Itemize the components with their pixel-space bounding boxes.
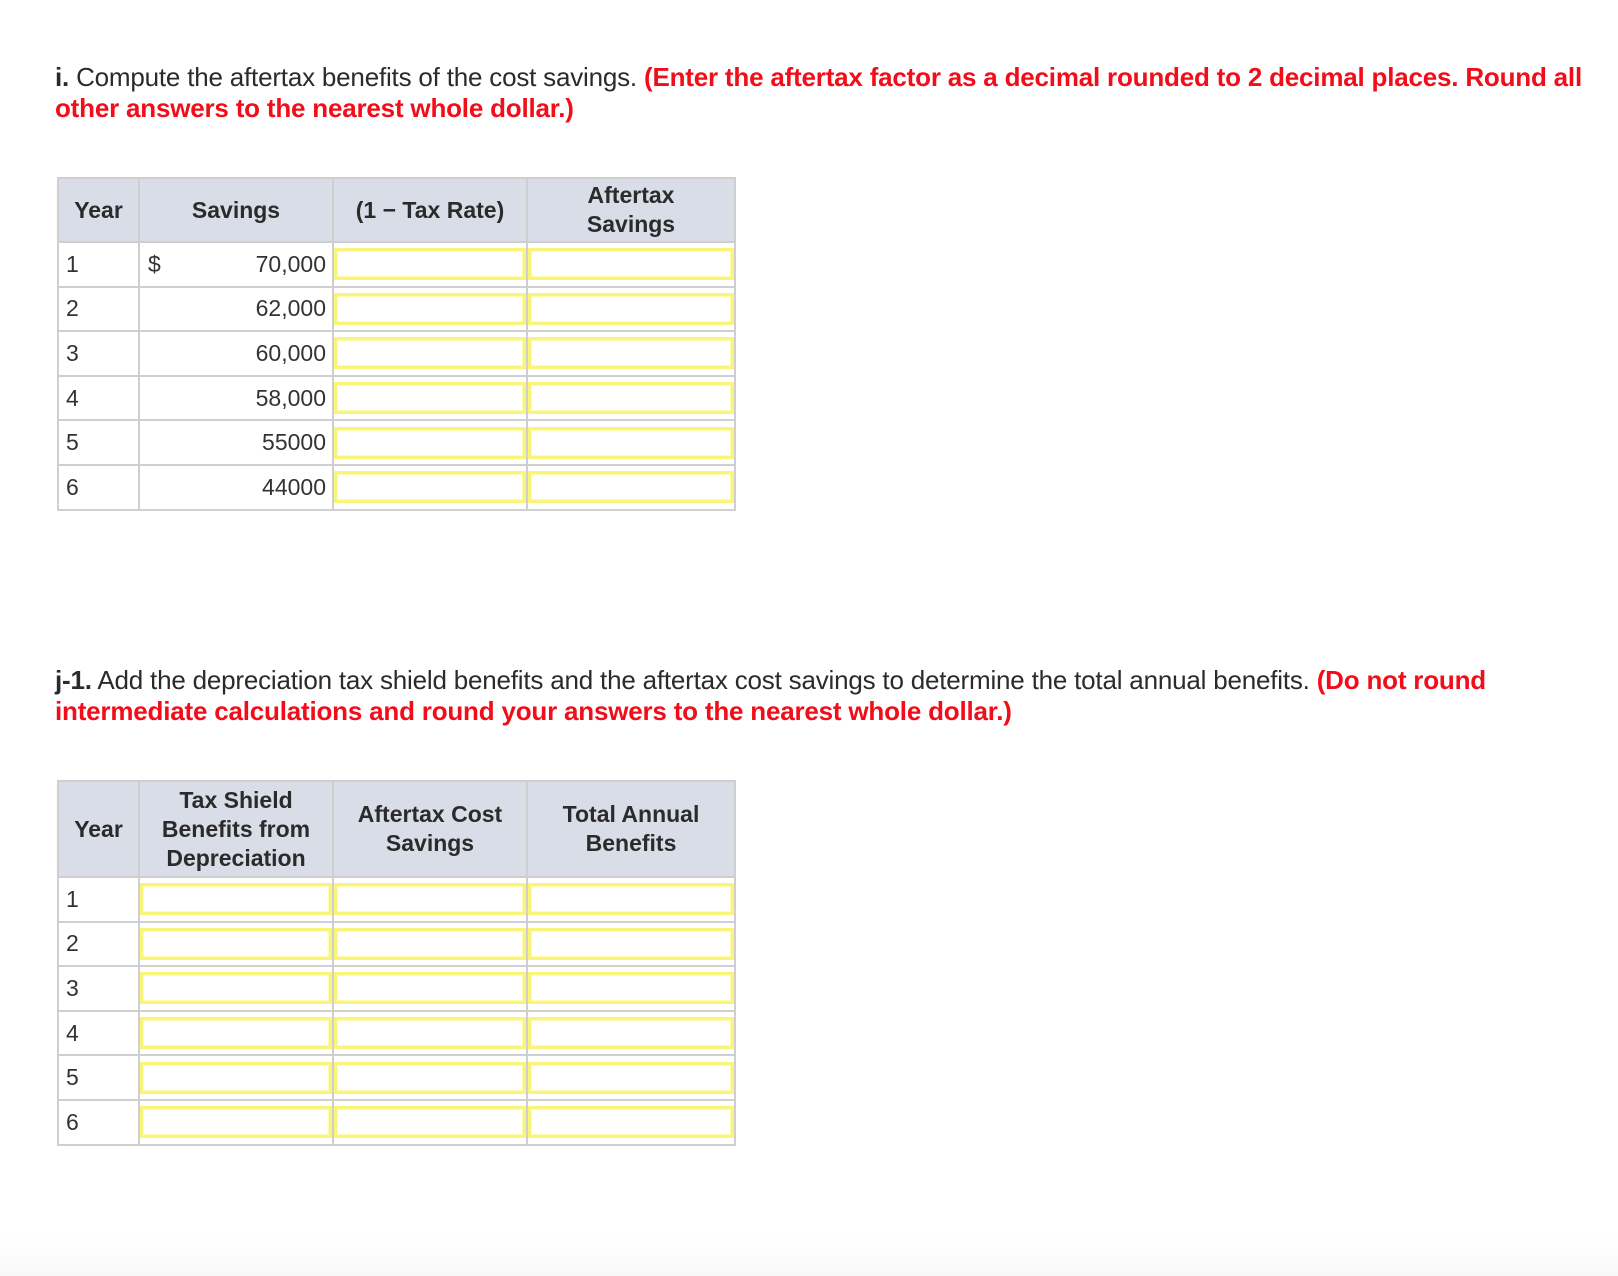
- page-bottom-fade: [0, 1236, 1618, 1276]
- part-j1-text: Add the depreciation tax shield benefits and the aftertax cost savings to determine the total annual benefits.: [91, 665, 1317, 695]
- table-row: [58, 966, 735, 1011]
- year-cell: 3: [58, 966, 139, 1011]
- table-row: [58, 1011, 735, 1056]
- header-year: Year: [58, 178, 139, 242]
- tax-factor-input-6[interactable]: [334, 471, 526, 503]
- year-cell: 5: [58, 420, 139, 465]
- table-row: [58, 1055, 735, 1100]
- total-benefits-input-2[interactable]: [528, 928, 734, 960]
- table-row: [58, 287, 735, 332]
- tax-factor-input-4[interactable]: [334, 382, 526, 414]
- year-cell: 5: [58, 1055, 139, 1100]
- tax-shield-input-6[interactable]: [140, 1106, 332, 1138]
- table-header-row: [58, 781, 735, 877]
- year-cell: 4: [58, 1011, 139, 1056]
- header-aftertax-savings: Aftertax Savings: [527, 178, 735, 242]
- savings-cell: 55000: [139, 420, 333, 465]
- tax-shield-input-4[interactable]: [140, 1017, 332, 1049]
- part-i-label: i.: [55, 62, 70, 92]
- savings-cell: 44000: [139, 465, 333, 510]
- savings-cell: $ 70,000: [139, 242, 333, 287]
- header-savings: Savings: [139, 178, 333, 242]
- aftertax-savings-input-5[interactable]: [528, 427, 734, 459]
- year-cell: 1: [58, 877, 139, 922]
- tax-factor-input-5[interactable]: [334, 427, 526, 459]
- aftertax-cost-input-3[interactable]: [334, 972, 526, 1004]
- aftertax-savings-input-2[interactable]: [528, 293, 734, 325]
- year-cell: 6: [58, 1100, 139, 1145]
- total-benefits-input-4[interactable]: [528, 1017, 734, 1049]
- header-year: Year: [58, 781, 139, 877]
- savings-cell: 62,000: [139, 287, 333, 332]
- part-i-instructions: [55, 62, 1595, 124]
- aftertax-cost-input-5[interactable]: [334, 1062, 526, 1094]
- tax-shield-input-1[interactable]: [140, 883, 332, 915]
- total-benefits-input-6[interactable]: [528, 1106, 734, 1138]
- year-cell: 2: [58, 287, 139, 332]
- table-row: [58, 376, 735, 421]
- year-cell: 6: [58, 465, 139, 510]
- aftertax-cost-input-1[interactable]: [334, 883, 526, 915]
- total-benefits-input-5[interactable]: [528, 1062, 734, 1094]
- part-i-note: (Enter the aftertax factor as a decimal rounded to 2 decimal places. Round all other answers to the nearest whole dollar.): [55, 62, 1582, 123]
- aftertax-cost-input-4[interactable]: [334, 1017, 526, 1049]
- dollar-sign: $: [148, 250, 161, 277]
- total-annual-benefits-table: [57, 780, 736, 1146]
- year-cell: 1: [58, 242, 139, 287]
- aftertax-cost-input-2[interactable]: [334, 928, 526, 960]
- table-row: [58, 877, 735, 922]
- year-cell: 4: [58, 376, 139, 421]
- aftertax-savings-input-3[interactable]: [528, 337, 734, 369]
- table-row: [58, 331, 735, 376]
- savings-cell: 58,000: [139, 376, 333, 421]
- savings-cell: 60,000: [139, 331, 333, 376]
- table-row: [58, 242, 735, 287]
- tax-factor-input-3[interactable]: [334, 337, 526, 369]
- tax-factor-input-2[interactable]: [334, 293, 526, 325]
- part-i-text: Compute the aftertax benefits of the cost savings.: [69, 62, 644, 92]
- tax-shield-input-5[interactable]: [140, 1062, 332, 1094]
- aftertax-savings-table: [57, 177, 736, 511]
- table-header-row: [58, 178, 735, 242]
- tax-shield-input-2[interactable]: [140, 928, 332, 960]
- year-cell: 3: [58, 331, 139, 376]
- aftertax-savings-input-4[interactable]: [528, 382, 734, 414]
- header-total-annual-benefits: Total Annual Benefits: [527, 781, 735, 877]
- table-row: [58, 465, 735, 510]
- table-row: [58, 420, 735, 465]
- total-benefits-input-1[interactable]: [528, 883, 734, 915]
- header-aftertax-cost-savings: Aftertax Cost Savings: [333, 781, 527, 877]
- aftertax-savings-input-1[interactable]: [528, 248, 734, 280]
- year-cell: 2: [58, 922, 139, 967]
- header-tax-factor: (1 − Tax Rate): [333, 178, 527, 242]
- header-tax-shield: Tax Shield Benefits from Depreciation: [139, 781, 333, 877]
- table-row: [58, 922, 735, 967]
- table-row: [58, 1100, 735, 1145]
- part-j1-note: (Do not round intermediate calculations and round your answers to the nearest whole dollar.): [55, 665, 1486, 726]
- part-j1-label: j-1.: [55, 665, 92, 695]
- aftertax-savings-input-6[interactable]: [528, 471, 734, 503]
- aftertax-cost-input-6[interactable]: [334, 1106, 526, 1138]
- tax-shield-input-3[interactable]: [140, 972, 332, 1004]
- part-j1-instructions: [55, 665, 1595, 727]
- total-benefits-input-3[interactable]: [528, 972, 734, 1004]
- tax-factor-input-1[interactable]: [334, 248, 526, 280]
